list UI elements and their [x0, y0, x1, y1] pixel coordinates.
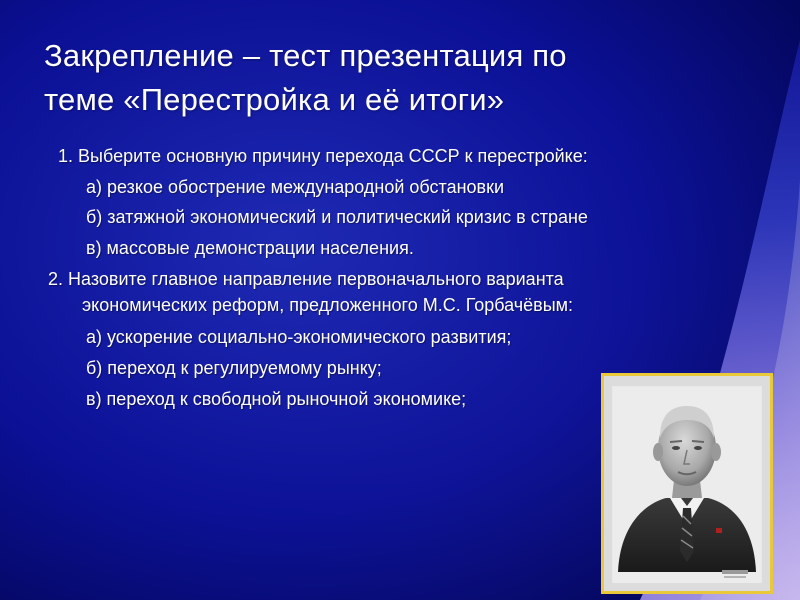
portrait-photo [601, 373, 773, 594]
question-2-option-c: в) переход к свободной рыночной экономике; [86, 389, 467, 409]
question-2-option-b: б) переход к регулируемому рынку; [86, 358, 382, 378]
question-1-option-a: а) резкое обострение международной обстановки [86, 177, 505, 197]
question-1: 1. Выберите основную причину перехода СССР к перестройке: [58, 146, 588, 166]
title-line-1: Закрепление – тест презентация по [44, 38, 567, 73]
title-line-2: теме «Перестройка и её итоги» [44, 82, 505, 117]
question-2-line-2: экономических реформ, предложенного М.С. Горбачёвым: [82, 295, 574, 315]
question-1-option-c: в) массовые демонстрации населения. [86, 238, 414, 258]
question-1-option-b: б) затяжной экономический и политический кризис в стране [86, 207, 588, 227]
portrait-image [604, 376, 770, 591]
slide-title [44, 34, 684, 122]
question-2-option-a: а) ускорение социально-экономического развития; [86, 327, 512, 347]
question-2-line-1: 2. Назовите главное направление первоначального варианта [48, 269, 564, 289]
